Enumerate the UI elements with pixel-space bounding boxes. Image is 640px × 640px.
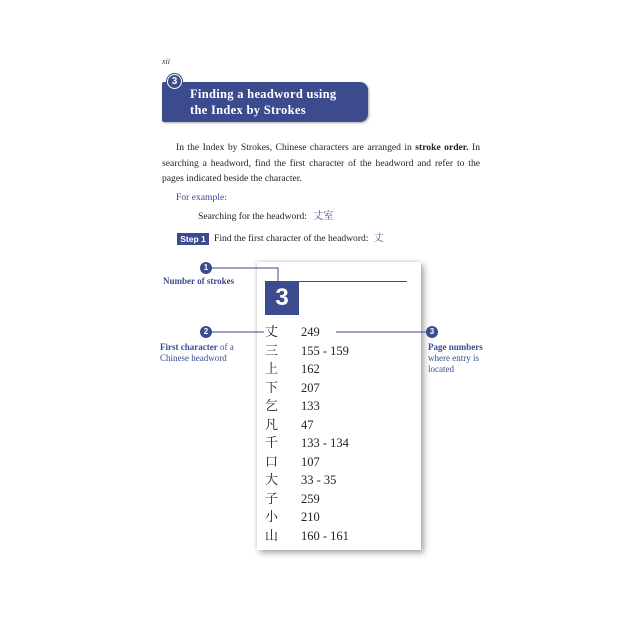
- callout-1-marker: 1: [200, 262, 212, 274]
- entry-pages: 155 - 159: [301, 343, 349, 358]
- entry-character: 山: [265, 528, 279, 544]
- entry-pages: 162: [301, 362, 320, 376]
- entry-pages: 133: [301, 399, 320, 413]
- entry-character: 千: [265, 436, 279, 451]
- callout-1-bold: Number of strokes: [163, 276, 235, 286]
- step-instruction: Find the first character of the headword:: [214, 233, 369, 244]
- example-label: For example:: [176, 192, 227, 203]
- entry-pages: 210: [301, 510, 320, 524]
- page-number: xii: [162, 57, 170, 66]
- entry-pages: 107: [301, 454, 320, 469]
- entry-character: 子: [265, 491, 279, 507]
- callout-2-inline: of a: [217, 342, 234, 352]
- callout-3-label: [428, 342, 494, 375]
- callout-3-bold: Page numbers: [428, 342, 483, 352]
- entry-pages: 207: [301, 380, 320, 395]
- intro-bold: stroke order.: [415, 142, 469, 153]
- entry-character: 大: [265, 473, 279, 488]
- entry-character: 乞: [265, 399, 279, 414]
- stroke-count-box: 3: [265, 281, 299, 315]
- callout-3-marker: 3: [426, 326, 438, 338]
- example-headword: 丈室: [313, 211, 334, 222]
- entry-pages: 133 - 134: [301, 436, 349, 450]
- intro-text-2: In searching a headword, find the first character of the headword and refer to the pages indicated beside the character.: [162, 142, 481, 184]
- intro-text-1: In the Index by Strokes, Chinese characters are arranged in: [176, 142, 416, 153]
- callout-2-rest: Chinese headword: [160, 353, 227, 363]
- entry-pages: 47: [301, 417, 314, 432]
- callout-2-label: [160, 342, 260, 364]
- entry-character: 凡: [265, 417, 279, 433]
- callout-2-bold: First character: [160, 342, 218, 352]
- entry-pages: 259: [301, 491, 320, 506]
- entry-character: 下: [265, 380, 279, 396]
- entry-pages: 249: [301, 325, 320, 339]
- section-number-badge: 3: [167, 74, 182, 89]
- entry-pages: 160 - 161: [301, 528, 349, 543]
- entry-character: 三: [265, 343, 279, 359]
- entry-character: 小: [265, 510, 279, 525]
- step-badge: Step 1: [177, 233, 209, 245]
- callout-3-rest: where entry is located: [428, 353, 479, 374]
- section-title-line1: Finding a headword using: [190, 87, 337, 101]
- entry-character: 上: [265, 362, 279, 377]
- entry-character: 口: [265, 454, 279, 470]
- step-char: 丈: [373, 233, 384, 244]
- entry-pages: 33 - 35: [301, 473, 337, 487]
- callout-2-marker: 2: [200, 326, 212, 338]
- example-text: Searching for the headword:: [198, 211, 307, 222]
- entry-character: 丈: [265, 325, 279, 340]
- section-title-line2: the Index by Strokes: [190, 103, 306, 117]
- callout-1-label: [163, 276, 234, 287]
